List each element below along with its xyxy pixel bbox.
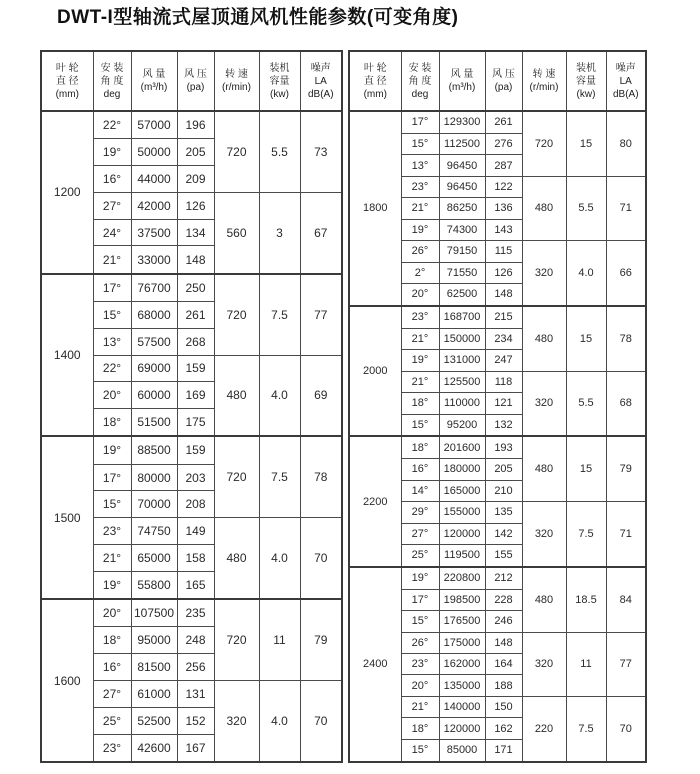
pressure-cell: 158	[177, 545, 214, 572]
table-row	[41, 274, 342, 302]
capacity-cell: 18.5	[566, 567, 606, 632]
pressure-cell: 246	[485, 611, 522, 632]
volume-cell: 165000	[439, 480, 485, 501]
pressure-cell: 196	[177, 111, 214, 139]
noise-cell: 80	[606, 111, 646, 176]
spec-table-left	[40, 50, 343, 763]
volume-cell: 180000	[439, 459, 485, 480]
pressure-cell: 234	[485, 328, 522, 349]
pressure-cell: 261	[177, 301, 214, 328]
angle-cell: 19°	[401, 350, 439, 371]
noise-cell: 73	[300, 111, 342, 192]
pressure-cell: 126	[177, 192, 214, 219]
column-header-angle-line: 角 度	[100, 75, 124, 87]
angle-cell: 23°	[93, 734, 131, 762]
noise-cell: 77	[300, 274, 342, 355]
angle-cell: 15°	[401, 611, 439, 632]
noise-cell: 67	[300, 192, 342, 273]
volume-cell: 44000	[131, 166, 177, 193]
column-header-capacity-line: 容量	[269, 75, 290, 87]
pressure-cell: 121	[485, 393, 522, 414]
angle-cell: 18°	[93, 627, 131, 654]
column-header-diameter	[41, 51, 93, 111]
column-header-noise	[300, 51, 342, 111]
header-row	[349, 51, 646, 111]
pressure-cell: 235	[177, 599, 214, 627]
angle-cell: 27°	[401, 523, 439, 544]
capacity-cell: 5.5	[566, 371, 606, 436]
angle-cell: 21°	[401, 328, 439, 349]
capacity-cell: 4.0	[259, 680, 300, 762]
pressure-cell: 203	[177, 464, 214, 491]
volume-cell: 96450	[439, 176, 485, 197]
angle-cell: 22°	[93, 355, 131, 382]
column-header-capacity-line: 装机	[576, 62, 596, 74]
diameter-cell: 1500	[41, 436, 93, 599]
angle-cell: 20°	[401, 675, 439, 696]
pressure-cell: 118	[485, 371, 522, 392]
volume-cell: 140000	[439, 696, 485, 717]
volume-cell: 119500	[439, 545, 485, 567]
capacity-cell: 15	[566, 111, 606, 176]
angle-cell: 20°	[93, 599, 131, 627]
speed-cell: 560	[214, 192, 259, 273]
noise-cell: 77	[606, 632, 646, 696]
diameter-cell: 1400	[41, 274, 93, 437]
volume-cell: 162000	[439, 654, 485, 675]
column-header-volume-line: 风 量	[450, 69, 474, 80]
pressure-cell: 193	[485, 436, 522, 458]
speed-cell: 480	[522, 176, 566, 240]
table-row	[349, 306, 646, 328]
pressure-cell: 208	[177, 491, 214, 518]
speed-cell: 320	[522, 632, 566, 696]
column-header-angle-line: deg	[103, 88, 121, 100]
column-header-speed	[214, 51, 259, 111]
angle-cell: 18°	[93, 409, 131, 437]
pressure-cell: 159	[177, 436, 214, 464]
pressure-cell: 215	[485, 306, 522, 328]
speed-cell: 220	[522, 696, 566, 762]
volume-cell: 74750	[131, 518, 177, 545]
angle-cell: 20°	[93, 382, 131, 409]
table-row	[349, 111, 646, 133]
column-header-pressure-line: (pa)	[494, 82, 513, 93]
column-header-pressure-line: (pa)	[186, 82, 205, 93]
header-row	[41, 51, 342, 111]
volume-cell: 95200	[439, 414, 485, 436]
speed-cell: 480	[214, 518, 259, 599]
angle-cell: 25°	[93, 707, 131, 734]
volume-cell: 57000	[131, 111, 177, 139]
pressure-cell: 155	[485, 545, 522, 567]
pressure-cell: 205	[177, 139, 214, 166]
volume-cell: 65000	[131, 545, 177, 572]
column-header-pressure	[485, 51, 522, 111]
angle-cell: 21°	[401, 198, 439, 219]
volume-cell: 57500	[131, 328, 177, 355]
volume-cell: 85000	[439, 739, 485, 762]
pressure-cell: 132	[485, 414, 522, 436]
noise-cell: 84	[606, 567, 646, 632]
angle-cell: 17°	[93, 464, 131, 491]
noise-cell: 66	[606, 241, 646, 306]
speed-cell: 720	[214, 599, 259, 680]
pressure-cell: 205	[485, 459, 522, 480]
volume-cell: 42600	[131, 734, 177, 762]
angle-cell: 22°	[93, 111, 131, 139]
pressure-cell: 148	[485, 632, 522, 653]
noise-cell: 71	[606, 176, 646, 240]
capacity-cell: 5.5	[566, 176, 606, 240]
volume-cell: 120000	[439, 718, 485, 739]
column-header-pressure-line: 风 压	[184, 69, 207, 80]
angle-cell: 21°	[401, 371, 439, 392]
pressure-cell: 126	[485, 262, 522, 283]
pressure-cell: 136	[485, 198, 522, 219]
pressure-cell: 135	[485, 502, 522, 523]
speed-cell: 320	[522, 241, 566, 306]
noise-cell: 70	[300, 680, 342, 762]
column-header-angle-line: 安 装	[100, 62, 124, 74]
noise-cell: 78	[606, 306, 646, 371]
speed-cell: 320	[522, 371, 566, 436]
column-header-volume-line: (m³/h)	[448, 82, 476, 93]
pressure-cell: 148	[177, 246, 214, 274]
capacity-cell: 15	[566, 306, 606, 371]
capacity-cell: 7.5	[566, 502, 606, 567]
column-header-speed-line: 转 速	[225, 69, 248, 80]
speed-cell: 720	[522, 111, 566, 176]
capacity-cell: 7.5	[566, 696, 606, 762]
volume-cell: 50000	[131, 139, 177, 166]
column-header-noise-line: LA	[314, 75, 327, 87]
volume-cell: 71550	[439, 262, 485, 283]
capacity-cell: 11	[259, 599, 300, 680]
volume-cell: 74300	[439, 219, 485, 240]
speed-cell: 320	[522, 502, 566, 567]
angle-cell: 19°	[401, 567, 439, 589]
angle-cell: 21°	[93, 545, 131, 572]
angle-cell: 17°	[401, 111, 439, 133]
volume-cell: 120000	[439, 523, 485, 544]
volume-cell: 60000	[131, 382, 177, 409]
pressure-cell: 268	[177, 328, 214, 355]
volume-cell: 150000	[439, 328, 485, 349]
volume-cell: 42000	[131, 192, 177, 219]
volume-cell: 112500	[439, 133, 485, 154]
volume-cell: 88500	[131, 436, 177, 464]
volume-cell: 155000	[439, 502, 485, 523]
column-header-speed	[522, 51, 566, 111]
pressure-cell: 169	[177, 382, 214, 409]
capacity-cell: 3	[259, 192, 300, 273]
column-header-capacity-line: 容量	[576, 75, 596, 87]
pressure-cell: 261	[485, 111, 522, 133]
table-row	[41, 111, 342, 139]
angle-cell: 23°	[93, 518, 131, 545]
column-header-capacity-line: (kw)	[270, 88, 289, 100]
volume-cell: 33000	[131, 246, 177, 274]
volume-cell: 55800	[131, 571, 177, 599]
volume-cell: 129300	[439, 111, 485, 133]
speed-cell: 720	[214, 111, 259, 192]
pressure-cell: 188	[485, 675, 522, 696]
column-header-pressure	[177, 51, 214, 111]
noise-cell: 78	[300, 436, 342, 517]
table-row	[41, 436, 342, 464]
column-header-diameter-line: 叶 轮	[55, 62, 79, 74]
pressure-cell: 142	[485, 523, 522, 544]
table-row	[349, 567, 646, 589]
volume-cell: 80000	[131, 464, 177, 491]
angle-cell: 2°	[401, 262, 439, 283]
angle-cell: 15°	[401, 133, 439, 154]
pressure-cell: 165	[177, 571, 214, 599]
column-header-diameter-line: 直 径	[55, 75, 79, 87]
diameter-cell: 1200	[41, 111, 93, 274]
volume-cell: 86250	[439, 198, 485, 219]
spec-table-right	[348, 50, 647, 763]
volume-cell: 131000	[439, 350, 485, 371]
speed-cell: 720	[214, 436, 259, 517]
volume-cell: 220800	[439, 567, 485, 589]
volume-cell: 61000	[131, 680, 177, 707]
volume-cell: 175000	[439, 632, 485, 653]
angle-cell: 19°	[93, 139, 131, 166]
angle-cell: 27°	[93, 680, 131, 707]
angle-cell: 25°	[401, 545, 439, 567]
column-header-volume	[131, 51, 177, 111]
capacity-cell: 11	[566, 632, 606, 696]
pressure-cell: 256	[177, 654, 214, 681]
volume-cell: 70000	[131, 491, 177, 518]
pressure-cell: 115	[485, 241, 522, 262]
angle-cell: 23°	[401, 654, 439, 675]
angle-cell: 15°	[93, 491, 131, 518]
column-header-noise-line: 噪声	[615, 62, 636, 74]
angle-cell: 19°	[93, 571, 131, 599]
diameter-cell: 1800	[349, 111, 401, 306]
angle-cell: 16°	[401, 459, 439, 480]
capacity-cell: 4.0	[566, 241, 606, 306]
angle-cell: 16°	[93, 654, 131, 681]
pressure-cell: 209	[177, 166, 214, 193]
column-header-volume-line: 风 量	[142, 69, 166, 80]
column-header-noise-line: dB(A)	[307, 88, 334, 100]
angle-cell: 15°	[401, 739, 439, 762]
angle-cell: 17°	[93, 274, 131, 302]
capacity-cell: 15	[566, 436, 606, 501]
noise-cell: 79	[606, 436, 646, 501]
angle-cell: 16°	[93, 166, 131, 193]
column-header-speed-line: (r/min)	[222, 82, 251, 93]
column-header-capacity-line: (kw)	[576, 88, 596, 100]
pressure-cell: 122	[485, 176, 522, 197]
pressure-cell: 228	[485, 589, 522, 610]
noise-cell: 79	[300, 599, 342, 680]
column-header-angle-line: 安 装	[408, 62, 432, 74]
volume-cell: 135000	[439, 675, 485, 696]
volume-cell: 52500	[131, 707, 177, 734]
pressure-cell: 248	[177, 627, 214, 654]
capacity-cell: 7.5	[259, 274, 300, 355]
column-header-volume	[439, 51, 485, 111]
angle-cell: 19°	[93, 436, 131, 464]
angle-cell: 24°	[93, 219, 131, 246]
column-header-volume-line: (m³/h)	[140, 82, 168, 93]
angle-cell: 21°	[93, 246, 131, 274]
column-header-capacity	[259, 51, 300, 111]
angle-cell: 21°	[401, 696, 439, 717]
volume-cell: 95000	[131, 627, 177, 654]
diameter-cell: 2400	[349, 567, 401, 762]
speed-cell: 480	[522, 567, 566, 632]
pressure-cell: 276	[485, 133, 522, 154]
angle-cell: 23°	[401, 306, 439, 328]
angle-cell: 29°	[401, 502, 439, 523]
column-header-diameter-line: 直 径	[363, 75, 387, 87]
pressure-cell: 175	[177, 409, 214, 437]
angle-cell: 13°	[93, 328, 131, 355]
angle-cell: 18°	[401, 718, 439, 739]
column-header-angle	[93, 51, 131, 111]
column-header-diameter-line: 叶 轮	[363, 62, 387, 74]
pressure-cell: 212	[485, 567, 522, 589]
pressure-cell: 287	[485, 155, 522, 176]
capacity-cell: 5.5	[259, 111, 300, 192]
volume-cell: 107500	[131, 599, 177, 627]
angle-cell: 14°	[401, 480, 439, 501]
column-header-diameter	[349, 51, 401, 111]
volume-cell: 81500	[131, 654, 177, 681]
pressure-cell: 131	[177, 680, 214, 707]
volume-cell: 68000	[131, 301, 177, 328]
noise-cell: 70	[300, 518, 342, 599]
speed-cell: 480	[522, 306, 566, 371]
pressure-cell: 149	[177, 518, 214, 545]
angle-cell: 18°	[401, 436, 439, 458]
diameter-cell: 2000	[349, 306, 401, 436]
speed-cell: 320	[214, 680, 259, 762]
noise-cell: 68	[606, 371, 646, 436]
noise-cell: 71	[606, 502, 646, 567]
angle-cell: 17°	[401, 589, 439, 610]
angle-cell: 18°	[401, 393, 439, 414]
angle-cell: 15°	[401, 414, 439, 436]
angle-cell: 20°	[401, 284, 439, 306]
volume-cell: 168700	[439, 306, 485, 328]
column-header-noise-line: 噪声	[310, 62, 331, 74]
pressure-cell: 162	[485, 718, 522, 739]
column-header-capacity-line: 装机	[269, 62, 290, 74]
pressure-cell: 134	[177, 219, 214, 246]
column-header-speed-line: (r/min)	[529, 82, 559, 93]
angle-cell: 27°	[93, 192, 131, 219]
pressure-cell: 210	[485, 480, 522, 501]
diameter-cell: 1600	[41, 599, 93, 762]
volume-cell: 37500	[131, 219, 177, 246]
column-header-diameter-line: (mm)	[55, 88, 79, 100]
column-header-diameter-line: (mm)	[363, 88, 387, 100]
column-header-noise-line: LA	[619, 75, 632, 87]
capacity-cell: 7.5	[259, 436, 300, 517]
capacity-cell: 4.0	[259, 518, 300, 599]
pressure-cell: 148	[485, 284, 522, 306]
column-header-pressure-line: 风 压	[492, 69, 515, 80]
column-header-angle	[401, 51, 439, 111]
volume-cell: 96450	[439, 155, 485, 176]
noise-cell: 69	[300, 355, 342, 436]
pressure-cell: 250	[177, 274, 214, 302]
volume-cell: 76700	[131, 274, 177, 302]
volume-cell: 198500	[439, 589, 485, 610]
pressure-cell: 150	[485, 696, 522, 717]
column-header-noise	[606, 51, 646, 111]
pressure-cell: 152	[177, 707, 214, 734]
volume-cell: 62500	[439, 284, 485, 306]
pressure-cell: 164	[485, 654, 522, 675]
volume-cell: 110000	[439, 393, 485, 414]
pressure-cell: 171	[485, 739, 522, 762]
volume-cell: 51500	[131, 409, 177, 437]
pressure-cell: 159	[177, 355, 214, 382]
column-header-speed-line: 转 速	[532, 69, 556, 80]
column-header-angle-line: deg	[411, 88, 429, 100]
angle-cell: 26°	[401, 241, 439, 262]
column-header-noise-line: dB(A)	[612, 88, 639, 100]
page-title: DWT-I型轴流式屋顶通风机性能参数(可变角度)	[57, 7, 459, 28]
volume-cell: 176500	[439, 611, 485, 632]
diameter-cell: 2200	[349, 436, 401, 566]
angle-cell: 23°	[401, 176, 439, 197]
angle-cell: 26°	[401, 632, 439, 653]
speed-cell: 480	[214, 355, 259, 436]
angle-cell: 19°	[401, 219, 439, 240]
speed-cell: 480	[522, 436, 566, 501]
volume-cell: 125500	[439, 371, 485, 392]
column-header-capacity	[566, 51, 606, 111]
pressure-cell: 167	[177, 734, 214, 762]
pressure-cell: 143	[485, 219, 522, 240]
table-row	[349, 436, 646, 458]
angle-cell: 13°	[401, 155, 439, 176]
table-row	[41, 599, 342, 627]
pressure-cell: 247	[485, 350, 522, 371]
angle-cell: 15°	[93, 301, 131, 328]
column-header-angle-line: 角 度	[408, 75, 432, 87]
capacity-cell: 4.0	[259, 355, 300, 436]
volume-cell: 69000	[131, 355, 177, 382]
speed-cell: 720	[214, 274, 259, 355]
noise-cell: 70	[606, 696, 646, 762]
volume-cell: 79150	[439, 241, 485, 262]
volume-cell: 201600	[439, 436, 485, 458]
